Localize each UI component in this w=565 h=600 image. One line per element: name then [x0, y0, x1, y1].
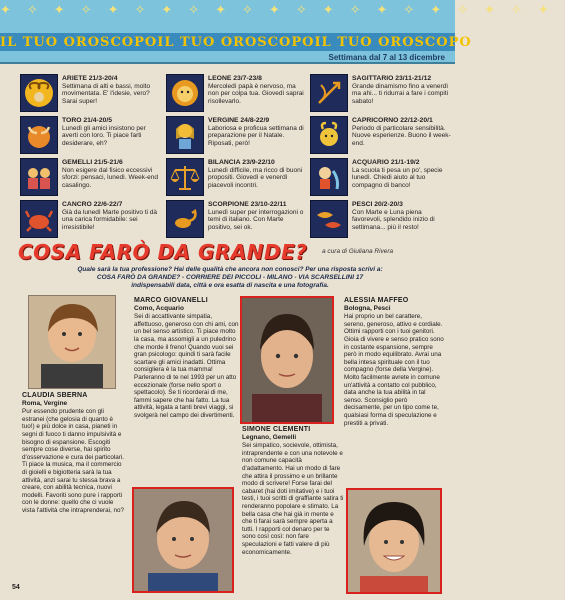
sign-text: Non esigere dal fisico eccessivi sforzi: pensaci, lunedì. Week-end casalingo.: [62, 166, 158, 189]
goat-icon: [310, 116, 348, 154]
horoscope-banner: [0, 0, 565, 64]
sign-text: Lunedì gli amici insistono per averti con loro. Ti piace farti desiderare, eh?: [62, 124, 146, 147]
horoscope-text: [62, 117, 162, 147]
letter-name: ALESSIA MAFFEO: [344, 297, 409, 304]
crab-icon: [20, 200, 58, 238]
scales-icon: [166, 158, 204, 196]
horoscope-item: [310, 158, 452, 198]
sign-text: Lunedì difficile, ma ricco di buoni propositi. Giovedì e venerdì piacevoli incontri.: [208, 166, 303, 189]
sign-dates: 23/9-22/10: [242, 159, 275, 166]
horoscope-item: [20, 200, 162, 240]
letter-claudia: [22, 392, 124, 515]
banner-title: IL TUO OROSCOPO: [157, 34, 315, 50]
photo-marco: [132, 487, 234, 593]
sign-name: CAPRICORNO: [352, 117, 399, 124]
sign-name: ARIETE: [62, 75, 87, 82]
sign-name: TORO: [62, 117, 82, 124]
horoscope-text: [352, 159, 452, 189]
letter-place: Bologna, Pesci: [344, 304, 391, 312]
sign-text: La scuola ti pesa un po', specie lunedì. Chiedi aiuto al tuo compagno di banco!: [352, 166, 443, 189]
photo-alessia: [346, 488, 442, 594]
sign-dates: 22/12-20/1: [400, 117, 433, 124]
sign-name: CANCRO: [62, 201, 92, 208]
banner-title: IL TUO OROSCOPO: [314, 34, 472, 50]
horoscope-item: [166, 116, 308, 156]
lion-icon: [166, 74, 204, 112]
horoscope-item: [20, 158, 162, 198]
page-number: 54: [12, 584, 20, 591]
letter-marco: [134, 297, 239, 420]
horoscope-text: [208, 201, 308, 231]
intro-line: indispensabili data, città e ora esatta di nascita e una fotografia.: [131, 281, 329, 289]
sign-dates: 21/4-20/5: [83, 117, 113, 124]
sign-name: PESCI: [352, 201, 373, 208]
horoscope-text: [352, 201, 452, 231]
sign-dates: 20/2-20/3: [374, 201, 403, 208]
letter-text: Sei di accattivante simpatia, affettuoso, generoso con chi ami, con un bel senso artistico. Ti piace molto la casa, ma assomigli a un puledrino che morde il freno! Quando vuoi sei gran psicologo: quindi ti sarà facile scartare gli amici inadatti. Ottima consigliera è la tua mamma! Parleranno di te nel 1993 per un atto eccezionale (forse nello sport o spettacolo). Se ti ricorderai di me, fammi sapere che hai fatto. La tua attività, legata a tanti brevi viaggi, si svolgerà nel campo dei divertimenti.: [134, 313, 239, 419]
fish-icon: [310, 200, 348, 238]
sign-dates: 21/3-20/4: [88, 75, 118, 82]
sign-text: Con Marte e Luna piena favorevoli, splendido inizio di settimana... più il resto!: [352, 208, 435, 231]
horoscope-item: [166, 74, 308, 114]
horoscope-text: [62, 75, 162, 105]
intro-line: COSA FARÒ DA GRANDE? - CORRIERE DEI PICCOLI - MILANO - VIA SCARSELLINI 17: [96, 273, 364, 281]
banner-week: Settimana dal 7 al 13 dicembre: [328, 53, 445, 62]
horoscope-item: [166, 200, 308, 240]
ram-icon: [20, 74, 58, 112]
horoscope-text: [352, 75, 452, 105]
banner-stars: ✦✧✦✧✦✧✦✧✦✧✦✧✦✧✦✧✦✧✦✧✦: [0, 2, 565, 17]
horoscope-item: [166, 158, 308, 198]
feature-title: COSA FARÒ DA GRANDE?: [18, 240, 308, 264]
letter-place: Como, Acquario: [134, 304, 184, 312]
letter-alessia: [344, 297, 444, 427]
horoscope-text: [208, 75, 308, 105]
sign-dates: 23/10-22/11: [250, 201, 287, 208]
horoscope-text: [208, 117, 308, 147]
horoscope-text: [352, 117, 452, 147]
sign-dates: 21/1-19/2: [390, 159, 420, 166]
horoscope-item: [20, 74, 162, 114]
bull-icon: [20, 116, 58, 154]
sign-text: Lunedì super per interrogazioni o temi di italiano. Con Marte positivo, sei ok.: [208, 208, 304, 231]
letter-text: Hai proprio un bel carattere, sereno, generoso, attivo e cordiale. Ottimi rapporti con i tuoi genitori. Gioia di vivere e senso pratico sono in costante espansione, sempre però in modo equilibrato. Avrai una bella intesa spirituale con il tuo compagno (forse della Vergine). Molto facilmente avrete in comune un'attività a contatto col pubblico, data anche la tua abilità in tal senso. Sconsiglio però decisamente, per un tipo come te, qualsiasi forma di speculazione e prestiti a privati.: [344, 313, 444, 427]
sign-dates: 24/8-22/9: [240, 117, 270, 124]
letter-name: SIMONE CLEMENTI: [242, 426, 311, 433]
feature-byline: a cura di Giuliana Rivera: [322, 248, 394, 255]
sign-name: SAGITTARIO: [352, 75, 394, 82]
letter-text: Pur essendo prudente con gli estranei (che gelosia di quanto è tuo!) e più dolce in casa, pianeti in segni di fuoco ti danno impulsività e bisogno di espansione. Escogiti sempre cose diverse, hai spirito d'osservazione e cura dei particolari. Ti piace la musica, ma il commercio di gioielli e bigiotteria sarà la tua attività, anzi sarai tu stessa brava a creare, con abilità tecnica, nuovi modelli. Favoriti sono pure i rapporti con le donne: quello che ci vuole vista l'attività che intraprenderai, no?: [22, 408, 125, 514]
sign-dates: 23/7-23/8: [233, 75, 262, 82]
sign-text: Mercoledì papà è nervoso, ma non per colpa tua. Giovedì saprai risollevarlo.: [208, 82, 304, 105]
horoscope-item: [310, 116, 452, 156]
sign-dates: 22/6-22/7: [93, 201, 123, 208]
sign-name: GEMELLI: [62, 159, 93, 166]
horoscope-item: [20, 116, 162, 156]
letter-name: MARCO GIOVANELLI: [134, 297, 208, 304]
intro-line: Quale sarà la tua professione? Hai delle qualità che ancora non conosci? Per una risposta scrivi a:: [77, 266, 383, 273]
letter-text: Sei simpatico, socievole, ottimista, intraprendente e con una notevole e non comune capacità d'adattamento. Hai un modo di fare che attira il prossimo e un brillante modo di scrivere! Forse farai del cabaret (hai doti imitative) e i tuoi testi, i tuoi scritti di graffiante satira ti renderanno popolare e stimato. La bella casa che hai già in mente e che ti farai sarà sempre aperta a tutti. I rapporti col denaro per te sono così così: non fare speculazioni e fatti valere di più economicamente.: [242, 442, 344, 556]
sign-name: LEONE: [208, 75, 232, 82]
banner-title: IL TUO OROSCOPO: [0, 34, 158, 50]
sign-dates: 23/11-21/12: [395, 75, 432, 82]
water-bearer-icon: [310, 158, 348, 196]
sign-name: ACQUARIO: [352, 159, 390, 166]
virgin-icon: [166, 116, 204, 154]
sign-text: Già da lunedì Marte positivo ti dà una carica formidabile: sei irresistibile!: [62, 208, 158, 231]
horoscope-item: [310, 200, 452, 240]
horoscope-text: [208, 159, 308, 189]
banner-title-row: [0, 33, 472, 51]
sign-name: VERGINE: [208, 117, 239, 124]
sign-dates: 21/5-21/6: [94, 159, 123, 166]
horoscope-text: [62, 201, 162, 231]
feature-intro: [30, 266, 430, 289]
horoscope-grid: [20, 74, 450, 240]
sign-name: SCORPIONE: [208, 201, 249, 208]
sign-text: Grande dinamismo fino a venerdì ma ahi... ti ridurrai a fare i compiti sabato!: [352, 82, 449, 105]
scorpion-icon: [166, 200, 204, 238]
horoscope-text: [62, 159, 162, 189]
sign-text: Settimana di alti e bassi, molto movimentata. E' l'idesie, vero? Sarai super!: [62, 82, 151, 105]
sign-name: BILANCIA: [208, 159, 241, 166]
archer-icon: [310, 74, 348, 112]
sign-text: Laboriosa e proficua settimana di preparazione per il Natale. Riposati, però!: [208, 124, 304, 147]
letter-place: Roma, Vergine: [22, 399, 68, 407]
twins-icon: [20, 158, 58, 196]
letter-simone: [242, 426, 344, 556]
sign-text: Periodo di particolare sensibilità. Nuove esperienze. Buono il week-end.: [352, 124, 451, 147]
horoscope-item: [310, 74, 452, 114]
letter-name: CLAUDIA SBERNA: [22, 392, 88, 399]
photo-claudia: [28, 295, 116, 389]
letter-place: Legnano, Gemelli: [242, 433, 297, 441]
photo-simone: [240, 296, 334, 424]
